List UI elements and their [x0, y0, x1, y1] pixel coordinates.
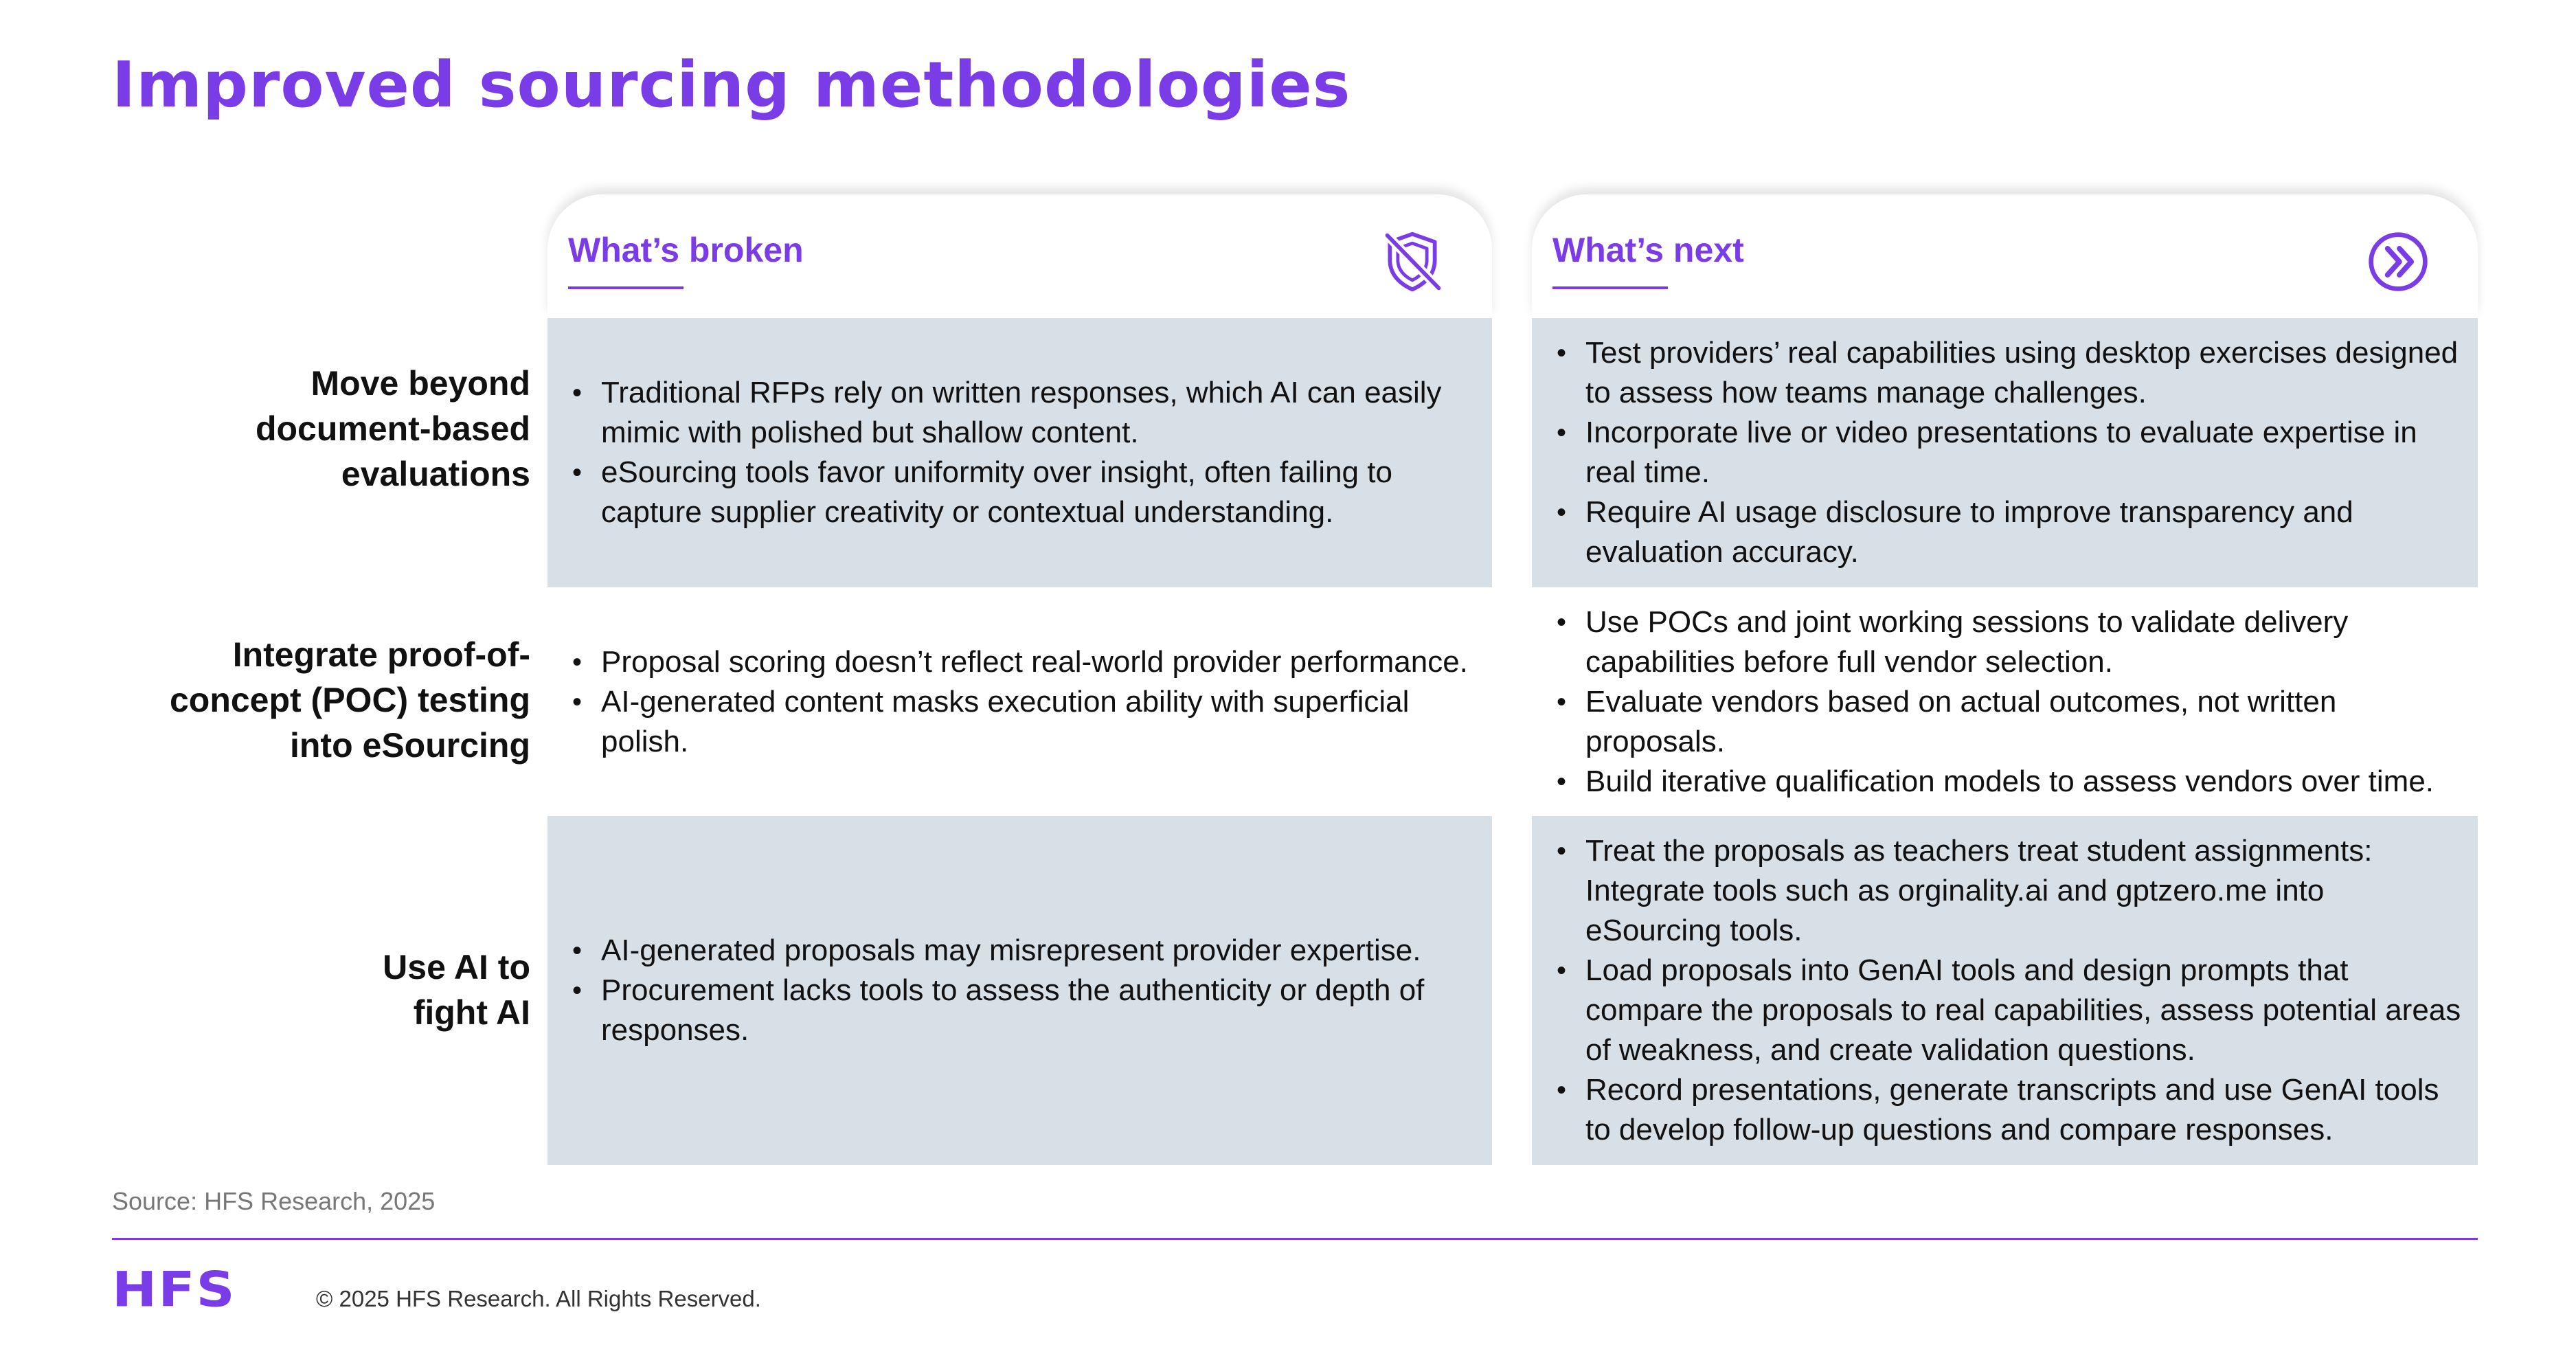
column-underline-next — [1552, 286, 1668, 289]
list-item: • Evaluate vendors based on actual outcomes, not written proposals. — [1552, 682, 2461, 762]
row-label-document-evaluations: Move beyond document-based evaluations — [255, 364, 530, 493]
list-item: • Build iterative qualification models to assess vendors over time. — [1552, 762, 2461, 802]
column-whats-next — [1532, 194, 2478, 1165]
broken-cell-row1 — [547, 318, 1492, 587]
page-title: Improved sourcing methodologies — [112, 48, 1351, 122]
row-label-ai-fight-ai: Use AI to fight AI — [383, 948, 530, 1032]
column-whats-broken — [547, 194, 1492, 1165]
list-item: • Traditional RFPs rely on written responses, which AI can easily mimic with polished but shallow content. — [568, 373, 1476, 453]
column-underline-broken — [568, 286, 683, 289]
column-header-next — [1532, 194, 2478, 318]
list-item: • Record presentations, generate transcripts and use GenAI tools to develop follow-up questions and compare responses. — [1552, 1070, 2461, 1150]
next-cell-row1 — [1532, 318, 2478, 587]
list-item: • Incorporate live or video presentations to evaluate expertise in real time. — [1552, 413, 2461, 493]
column-title-next: What’s next — [1552, 231, 1744, 269]
broken-cell-row3 — [547, 816, 1492, 1165]
broken-shield-icon — [1379, 229, 1445, 295]
next-cell-row3 — [1532, 816, 2478, 1165]
list-item: • Use POCs and joint working sessions to validate delivery capabilities before full vendor selection. — [1552, 602, 2461, 682]
row-label-poc-testing: Integrate proof-of- concept (POC) testing into eSourcing — [169, 635, 530, 765]
next-cell-row2 — [1532, 587, 2478, 816]
list-item: • Treat the proposals as teachers treat student assignments: Integrate tools such as orginality.ai and gptzero.me into eSourcing tools. — [1552, 831, 2461, 951]
column-title-broken: What’s broken — [568, 231, 804, 269]
list-item: • Proposal scoring doesn’t reflect real-world provider performance. — [568, 642, 1476, 682]
fast-forward-circle-icon — [2365, 229, 2431, 295]
hfs-logo: HFS — [112, 1262, 236, 1318]
list-item: • AI-generated proposals may misrepresent provider expertise. — [568, 931, 1476, 971]
broken-cell-row2 — [547, 587, 1492, 816]
list-item: • Load proposals into GenAI tools and design prompts that compare the proposals to real capabilities, assess potential areas of weakness, and create validation questions. — [1552, 951, 2461, 1070]
list-item: • Test providers’ real capabilities using desktop exercises designed to assess how teams manage challenges. — [1552, 333, 2461, 413]
list-item: • Procurement lacks tools to assess the authenticity or depth of responses. — [568, 971, 1476, 1050]
column-header-broken — [547, 194, 1492, 318]
copyright-text: © 2025 HFS Research. All Rights Reserved. — [316, 1286, 761, 1311]
footer-divider — [112, 1238, 2478, 1240]
list-item: • Require AI usage disclosure to improve transparency and evaluation accuracy. — [1552, 493, 2461, 572]
list-item: • eSourcing tools favor uniformity over insight, often failing to capture supplier creativity or contextual understanding. — [568, 453, 1476, 532]
source-note: Source: HFS Research, 2025 — [112, 1187, 436, 1215]
list-item: • AI-generated content masks execution ability with superficial polish. — [568, 682, 1476, 762]
